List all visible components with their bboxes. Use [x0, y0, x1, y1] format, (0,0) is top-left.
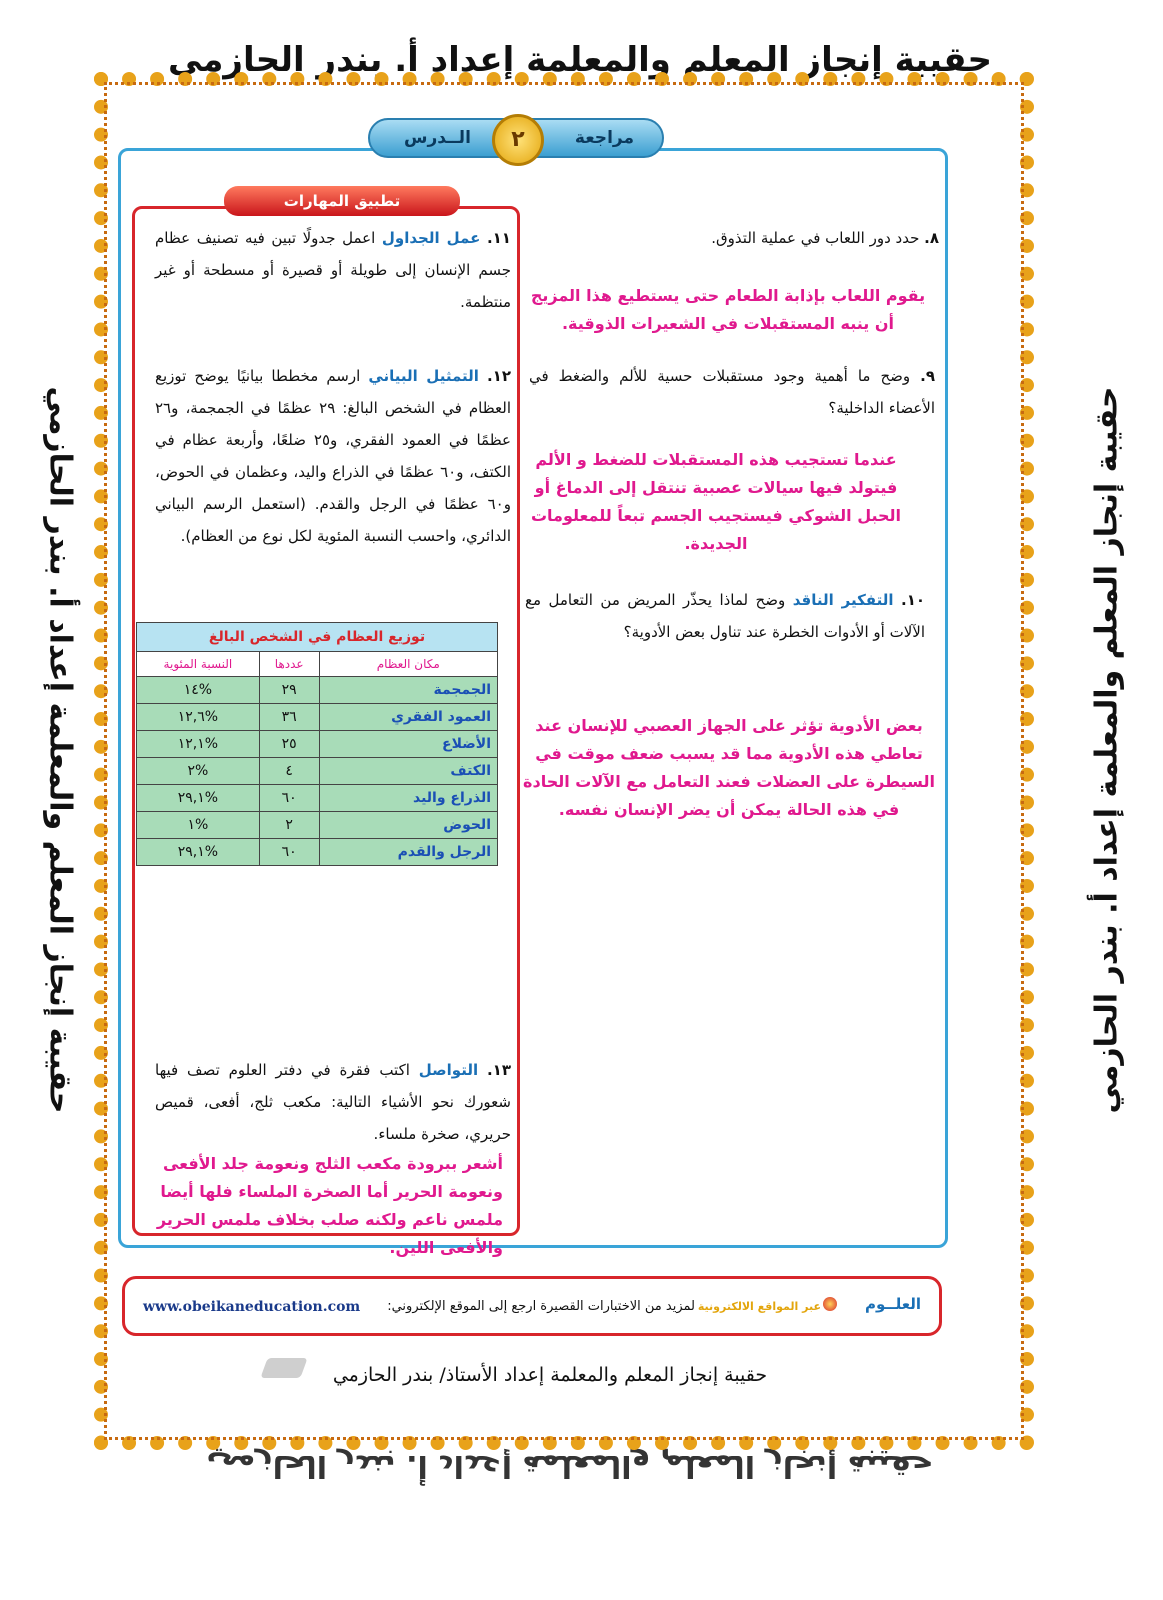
answer-9: عندما تستجيب هذه المستقبلات للضغط و الألم فيتولد فيها سيالات عصبية تنتقل إلى الدماغ أو الحبل الشوكي فيستجيب الجسم تبعاً للمعلومات الجديدة. [530, 450, 902, 553]
table-row [137, 785, 498, 812]
table-cell-place: الحوض [319, 812, 497, 839]
question-9-text: وضح ما أهمية وجود مستقبلات حسية للألم والضغط في الأعضاء الداخلية؟ [529, 367, 935, 417]
table-cell-percent: %١ [137, 812, 260, 839]
watermark-top: حقيبة إنجاز المعلم والمعلمة إعداد أ. بندر الحازمي [167, 40, 993, 80]
table-cell-place: العمود الفقري [319, 704, 497, 731]
table-row [137, 758, 498, 785]
table-cell-count: ٣٦ [259, 704, 319, 731]
question-12 [155, 360, 511, 552]
question-10 [525, 584, 925, 648]
question-11-text: اعمل جدولًا تبين فيه تصنيف عظام جسم الإنسان إلى طويلة أو قصيرة أو مسطحة أو غير منتظمة. [155, 229, 511, 311]
table-cell-count: ٤ [259, 758, 319, 785]
science-logo: العلــوم [864, 1295, 921, 1313]
table-header-row [137, 652, 498, 677]
science-logo-subtitle: عبر المواقع الالكترونية [697, 1300, 821, 1313]
question-10-text: وضح لماذا يحذّر المريض من التعامل مع الآلات أو الأدوات الخطرة عند تناول بعض الأدوية؟ [525, 591, 925, 641]
online-resources-bar [122, 1276, 942, 1336]
table-cell-count: ٢ [259, 812, 319, 839]
watermark-bottom: حقيبة إنجاز المعلم والمعلمة إعداد أ. بندر الحازمي [206, 1448, 934, 1483]
question-8-text: حدد دور اللعاب في عملية التذوق. [711, 229, 920, 247]
question-13-keyword: التواصل [418, 1061, 479, 1079]
question-12-number: ١٢. [486, 367, 511, 385]
question-8 [529, 222, 939, 254]
question-12-text: ارسم مخططا بيانيًا يوضح توزيع العظام في الشخص البالغ: ٢٩ عظمًا في الجمجمة، و٢٦ عظمًا في العمود الفقري، و٢٥ ضلعًا، وأربعة عظام في الكتف، و٦٠ عظمًا في الذراع واليد، وعظمان في الحوض، و٦٠ عظمًا في الرجل والقدم. (استعمل الرسم البياني الدائري، واحسب النسبة المئوية لكل نوع من العظام). [155, 367, 511, 545]
table-cell-place: الأضلاع [319, 731, 497, 758]
table-cell-percent: %١٢,٦ [137, 704, 260, 731]
lesson-label: الــدرس [404, 128, 471, 148]
watermark-left-text: حقيبة إنجاز المعلم والمعلمة إعداد أ. بندر الحازمي [42, 386, 78, 1114]
table-cell-percent: %١٢,١ [137, 731, 260, 758]
table-cell-count: ٦٠ [259, 785, 319, 812]
website-link[interactable]: www.obeikaneducation.com [143, 1299, 361, 1315]
table-header-place: مكان العظام [319, 652, 497, 677]
question-13-text: اكتب فقرة في دفتر العلوم تصف فيها شعورك نحو الأشياء التالية: مكعب ثلج، أفعى، قميص حريري، صخرة ملساء. [155, 1061, 511, 1143]
watermark-right-text: حقيبة إنجاز المعلم والمعلمة إعداد أ. بندر الحازمي [1089, 386, 1125, 1114]
question-10-keyword: التفكير الناقد [792, 591, 894, 609]
online-resources-text: لمزيد من الاختبارات القصيرة ارجع إلى الموقع الإلكتروني: [387, 1299, 695, 1314]
watermark-left [30, 60, 90, 1440]
question-11-keyword: عمل الجداول [381, 229, 481, 247]
lesson-header [368, 118, 664, 158]
table-cell-place: الجمجمة [319, 677, 497, 704]
question-13-number: ١٣. [486, 1061, 511, 1079]
question-13 [155, 1054, 511, 1150]
table-row [137, 677, 498, 704]
bone-distribution-table [136, 622, 498, 866]
table-row [137, 812, 498, 839]
question-12-keyword: التمثيل البياني [368, 367, 479, 385]
review-label: مراجعة [574, 128, 634, 148]
globe-icon [823, 1297, 837, 1311]
table-cell-count: ٢٥ [259, 731, 319, 758]
answer-13: أشعر ببرودة مكعب الثلج ونعومة جلد الأفعى ونعومة الحرير أما الصخرة الملساء فلها أيضا ملمس ناعم ولكنه صلب بخلاف ملمس الحرير والأفعى اللين. [156, 1154, 503, 1257]
question-11 [155, 222, 511, 318]
question-10-number: ١٠. [900, 591, 925, 609]
skills-tab: تطبيق المهارات [224, 186, 460, 216]
question-9-number: ٩. [920, 367, 935, 385]
table-title: توزيع العظام في الشخص البالغ [136, 622, 498, 651]
table-header-percent: النسبة المئوية [137, 652, 260, 677]
page-footer: حقيبة إنجاز المعلم والمعلمة إعداد الأستاذ/ بندر الحازمي [332, 1364, 768, 1386]
table-cell-place: الكتف [319, 758, 497, 785]
table-cell-count: ٢٩ [259, 677, 319, 704]
answer-8: يقوم اللعاب بإذابة الطعام حتى يستطيع هذا المزيج أن ينبه المستقبلات في الشعيرات الذوقية. [530, 286, 926, 333]
question-9 [529, 360, 935, 424]
question-11-number: ١١. [486, 229, 511, 247]
table-cell-percent: %٢ [137, 758, 260, 785]
table-cell-place: الذراع واليد [319, 785, 497, 812]
table-cell-percent: %١٤ [137, 677, 260, 704]
question-8-number: ٨. [924, 229, 939, 247]
table-row [137, 704, 498, 731]
table-cell-percent: %٢٩,١ [137, 785, 260, 812]
table-cell-count: ٦٠ [259, 839, 319, 866]
table-row [137, 839, 498, 866]
table-cell-percent: %٢٩,١ [137, 839, 260, 866]
answer-10: بعض الأدوية تؤثر على الجهاز العصبي للإنسان عند تعاطي هذه الأدوية مما قد يسبب ضعف موقت في السيطرة على العضلات فعند التعامل مع الآلات الحادة في هذه الحالة يمكن أن يضر الإنسان نفسه. [523, 716, 935, 819]
watermark-right [1077, 60, 1137, 1440]
table-row [137, 731, 498, 758]
lesson-number-badge: ٢ [492, 114, 544, 166]
table-header-count: عددها [259, 652, 319, 677]
table-cell-place: الرجل والقدم [319, 839, 497, 866]
